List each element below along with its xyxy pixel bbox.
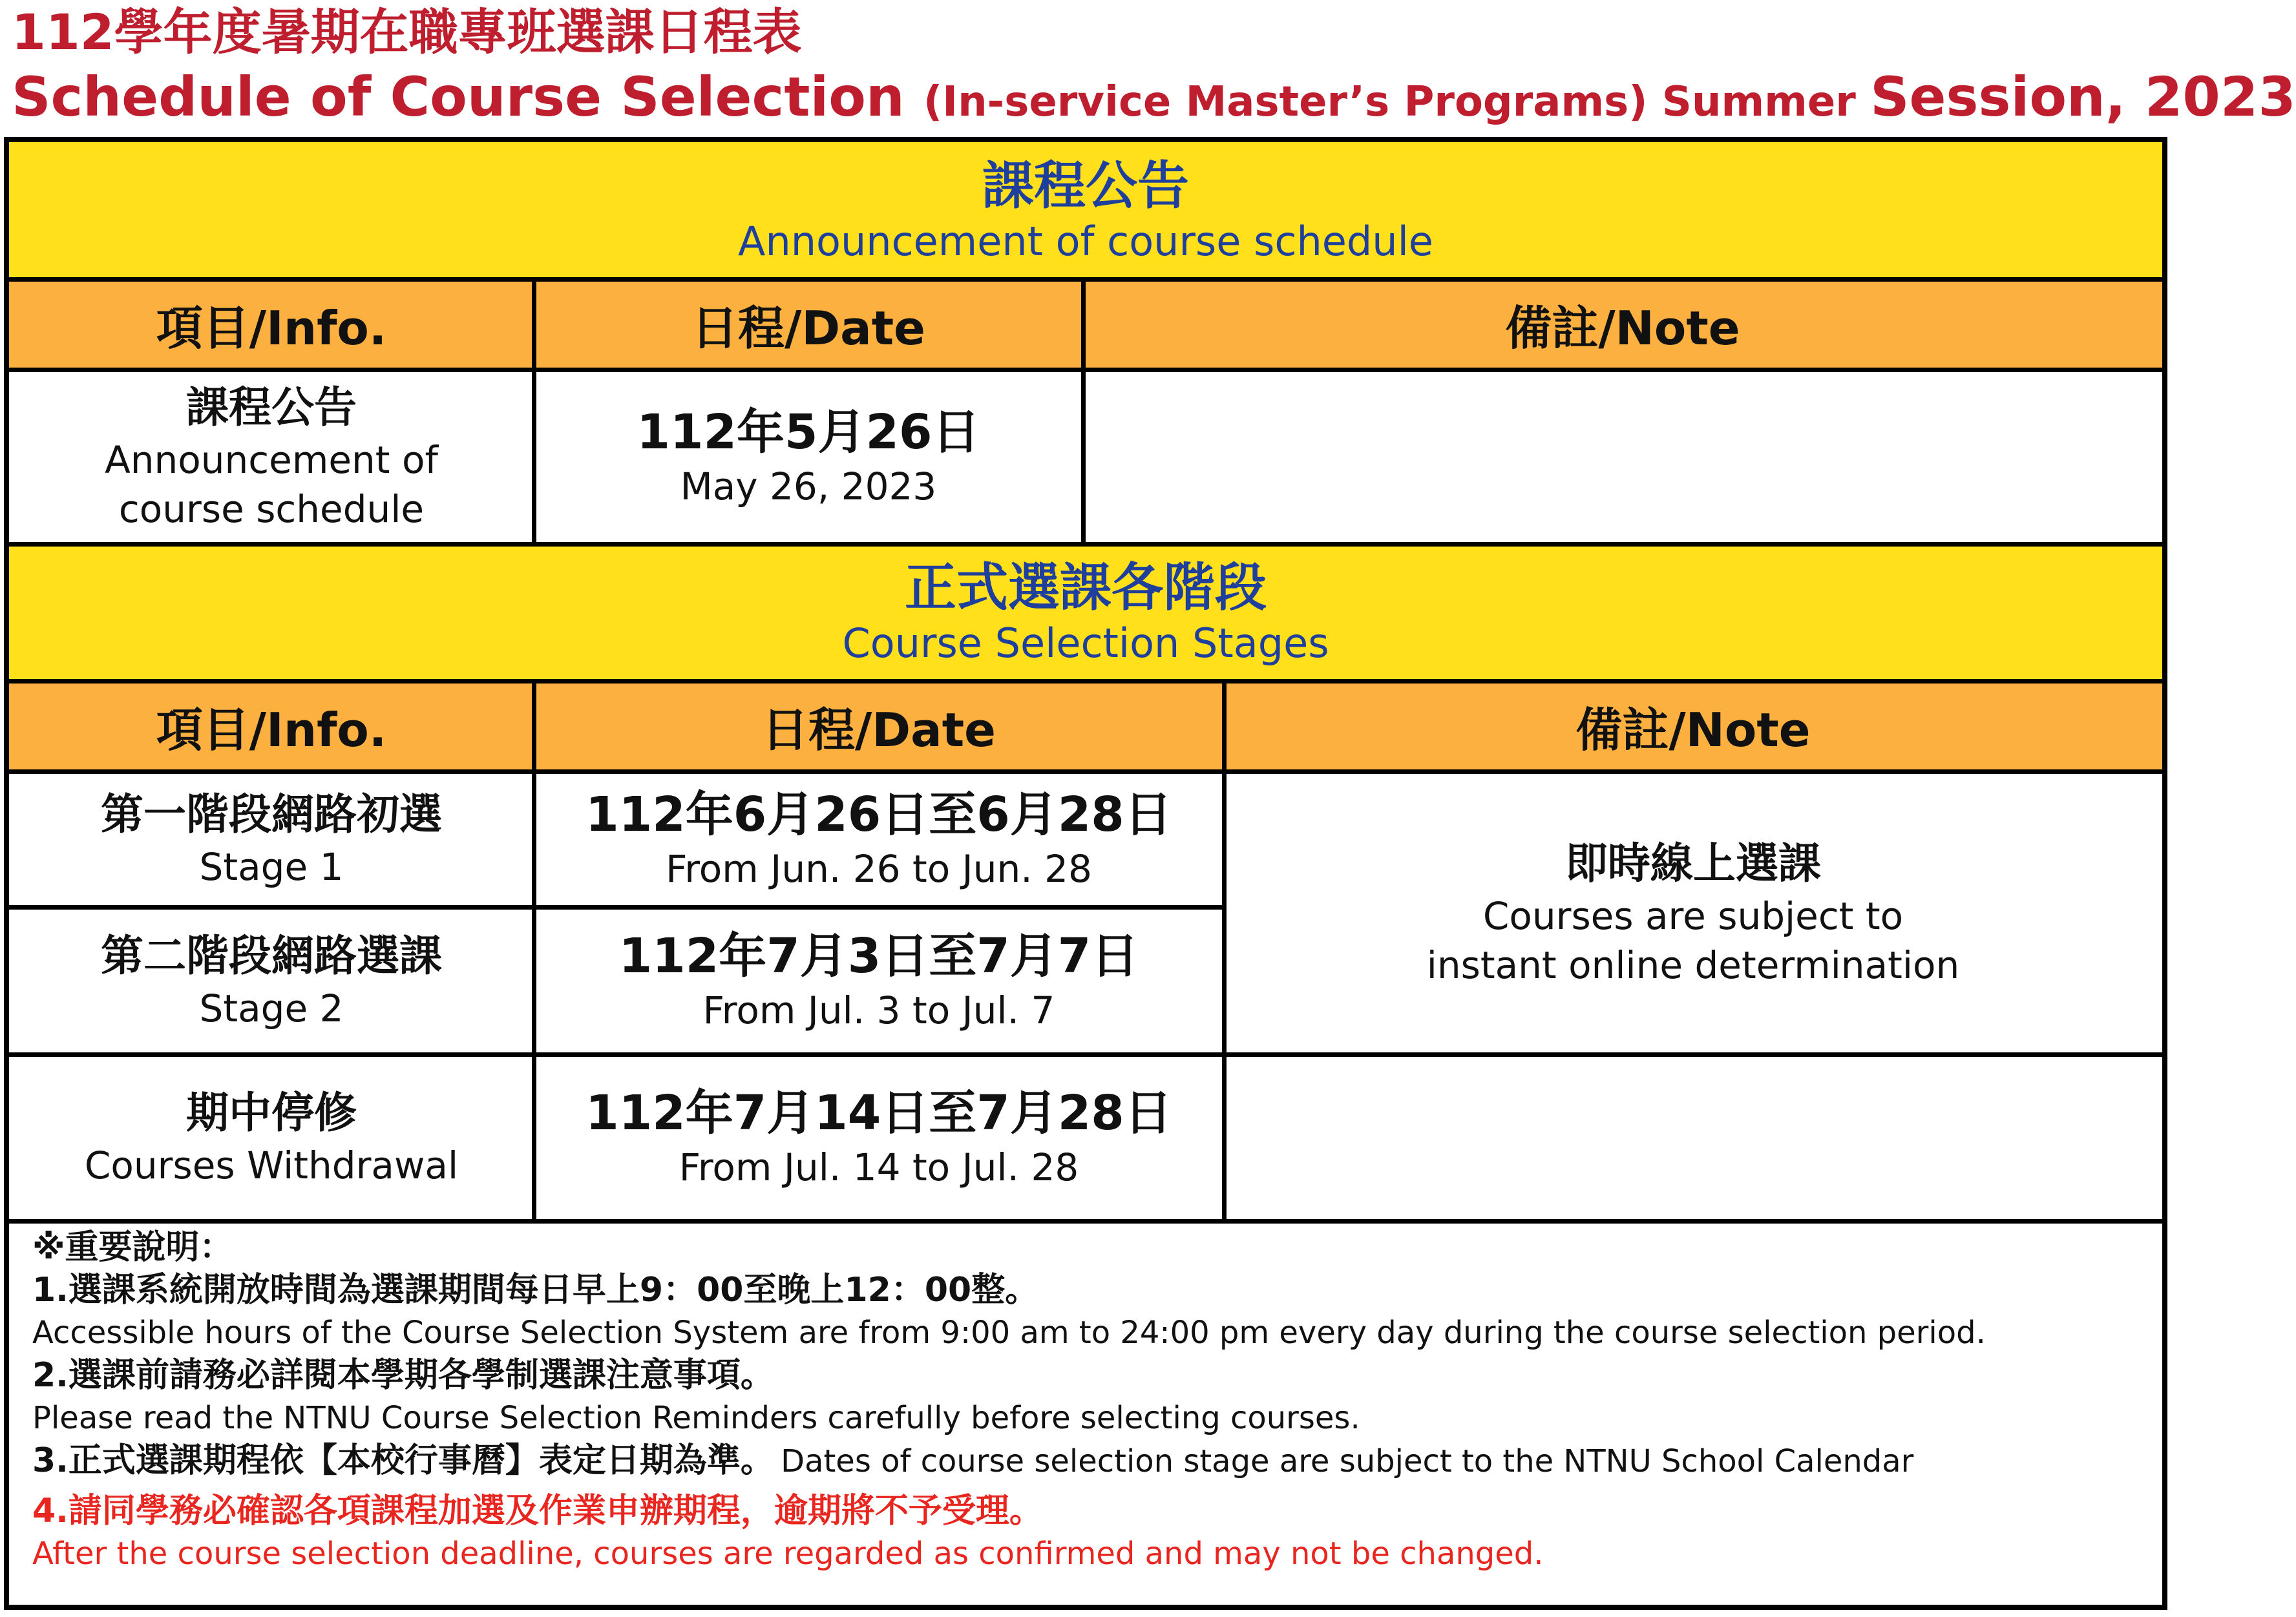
note-1-zh: 1.選課系統開放時間為選課期間每日早上9：00至晚上12：00整。 (32, 1271, 1039, 1309)
section2-header-date (534, 681, 1224, 771)
notes-heading: ※重要說明： (32, 1228, 233, 1267)
note-3-zh: 3.正式選課期程依【本校行事曆】表定日期為準。 (32, 1441, 774, 1480)
announcement-date-cell (534, 370, 1083, 544)
section1-header-info (9, 279, 534, 370)
stages-note-en-2: instant online determination (1426, 943, 1960, 987)
stage1-date-zh: 112年6月26日至6月28日 (585, 787, 1172, 842)
title-en-main: Schedule of Course Selection (12, 65, 924, 129)
section2-title-en: Course Selection Stages (842, 620, 1329, 667)
page-title-zh: 112學年度暑期在職專班選課日程表 (12, 3, 802, 61)
section1-title-en: Announcement of course schedule (738, 218, 1433, 265)
stage1-info-zh: 第一階段網路初選 (101, 789, 442, 839)
note-2-zh: 2.選課前請務必詳閱本學期各學制選課注意事項。 (32, 1356, 774, 1395)
announcement-note-cell (1083, 370, 2162, 544)
stage1-date-en: From Jun. 26 to Jun. 28 (666, 847, 1092, 891)
divider (1081, 279, 1086, 544)
announcement-info-en-2: course schedule (118, 487, 425, 531)
divider (9, 368, 2162, 372)
stage2-date-en: From Jul. 3 to Jul. 7 (702, 988, 1055, 1032)
section1-title-zh: 課程公告 (982, 156, 1189, 216)
withdrawal-date-zh: 112年7月14日至7月28日 (585, 1085, 1172, 1141)
stage2-info-zh: 第二階段網路選課 (101, 931, 442, 981)
withdrawal-note-cell (1224, 1054, 2162, 1221)
header-info-label: 項目/Info. (156, 301, 387, 355)
withdrawal-date-cell (534, 1054, 1224, 1221)
title-en-middle: (In-service Master’s Programs) Summer (923, 78, 1871, 126)
section1-header-date (534, 279, 1083, 370)
section1-header-note (1083, 279, 2162, 370)
withdrawal-date-en: From Jul. 14 to Jul. 28 (679, 1145, 1079, 1189)
divider (9, 679, 2162, 683)
stage1-date-cell (534, 771, 1224, 907)
announcement-info-zh: 課程公告 (186, 382, 357, 432)
announcement-date-zh: 112年5月26日 (637, 404, 980, 460)
header-note-label: 備註/Note (1505, 301, 1740, 355)
divider (532, 681, 536, 1221)
note-2-en: Please read the NTNU Course Selection Reminders carefully before selecting courses. (32, 1400, 1360, 1436)
stage2-date-cell (534, 907, 1224, 1054)
divider (9, 905, 1224, 910)
announcement-info-en-1: Announcement of (105, 438, 438, 482)
announcement-date-en: May 26, 2023 (680, 464, 937, 508)
note-4-en: After the course selection deadline, courses are regarded as confirmed and may not be changed. (32, 1536, 1544, 1572)
section2-banner (9, 544, 2162, 681)
stage2-info-cell (9, 907, 534, 1054)
header-note-label: 備註/Note (1575, 703, 1811, 757)
page-title-en (12, 59, 2296, 140)
section2-title-zh: 正式選課各階段 (905, 558, 1267, 618)
section2-header-info (9, 681, 534, 771)
stage2-info-en: Stage 2 (199, 986, 344, 1030)
withdrawal-info-zh: 期中停修 (186, 1088, 357, 1138)
note-1-en: Accessible hours of the Course Selection System are from 9:00 am to 24:00 pm every day during the course selection period. (32, 1315, 1986, 1351)
note-3-en: Dates of course selection stage are subject to the NTNU School Calendar (781, 1443, 1914, 1479)
divider (9, 1052, 2162, 1057)
stage1-info-en: Stage 1 (199, 845, 344, 889)
stages-note-zh: 即時線上選課 (1565, 839, 1821, 888)
divider (9, 769, 2162, 774)
header-date-label: 日程/Date (762, 703, 996, 757)
header-date-label: 日程/Date (691, 301, 925, 355)
header-info-label: 項目/Info. (156, 703, 387, 757)
stage1-info-cell (9, 771, 534, 907)
divider (9, 542, 2162, 547)
divider (1222, 681, 1227, 1221)
section1-banner (9, 142, 2162, 279)
important-notes (32, 1226, 1986, 1575)
stages-note-en-1: Courses are subject to (1482, 894, 1904, 938)
divider (9, 277, 2162, 282)
stages-note-cell (1224, 771, 2162, 1054)
stage2-date-zh: 112年7月3日至7月7日 (618, 928, 1139, 984)
section2-header-note (1224, 681, 2162, 771)
withdrawal-info-cell (9, 1054, 534, 1221)
divider (532, 279, 536, 544)
announcement-info-cell (9, 370, 534, 544)
withdrawal-info-en: Courses Withdrawal (84, 1143, 459, 1187)
divider (9, 1219, 2162, 1224)
note-4-zh: 4.請同學務必確認各項課程加選及作業申辦期程，逾期將不予受理。 (32, 1492, 1043, 1530)
note-3 (32, 1439, 1986, 1490)
title-en-end: Session, 2023 (1870, 65, 2296, 129)
